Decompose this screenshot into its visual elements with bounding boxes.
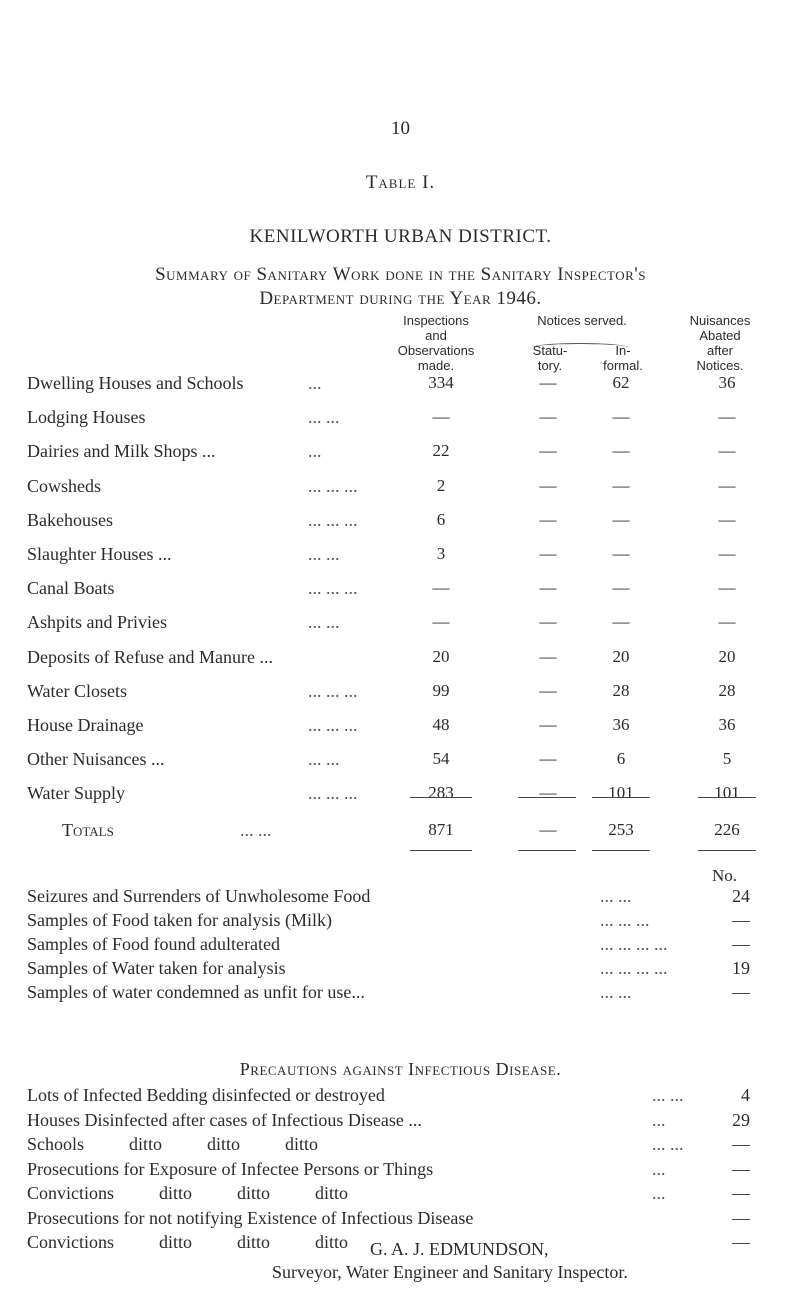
table-cell-statutory: — [539, 510, 557, 529]
table-row-dots: ... ... [308, 612, 340, 632]
table-row-dots: ... ... ... [308, 715, 358, 735]
header-informal-line: In- [615, 343, 631, 358]
header-nuisances-line: Notices. [696, 358, 744, 373]
header-nuisances-abated [670, 313, 770, 373]
table-row-label: Other Nuisances ... [27, 749, 165, 769]
table-row-dots: ... ... ... [308, 476, 358, 496]
table-row-label: Cowsheds [27, 476, 102, 496]
table-cell-inspections: 334 [428, 373, 454, 392]
precaution-label: Convictions ditto ditto ditto [27, 1232, 349, 1252]
totals-rule-top [698, 797, 756, 798]
table-cell-inspections: 20 [432, 647, 450, 666]
precaution-dots: ... [652, 1158, 666, 1179]
table-cell-statutory: — [539, 647, 557, 666]
seizure-label: Seizures and Surrenders of Unwholesome Food [27, 886, 371, 906]
table-cell-informal: 62 [612, 373, 630, 392]
table-cell-inspections: 3 [436, 544, 446, 563]
header-nuisances-line: Nuisances [689, 313, 751, 328]
summary-heading-line-2: Department during the Year 1946. [259, 288, 542, 309]
table-row-label: Ashpits and Privies [27, 612, 168, 632]
table-cell-abated: — [718, 407, 736, 426]
district-heading: KENILWORTH URBAN DISTRICT. [249, 226, 552, 247]
table-cell-statutory: — [539, 373, 557, 392]
table-cell-abated: — [718, 476, 736, 495]
table-cell-inspections: 6 [436, 510, 446, 529]
totals-label: Totals [62, 820, 114, 840]
precaution-label: Schools ditto ditto ditto [27, 1134, 319, 1154]
no-header: No. [712, 866, 738, 885]
totals-rule-bottom [698, 850, 756, 851]
precautions-title: Precautions against Infectious Disease. [239, 1059, 562, 1079]
precaution-dots: ... ... [652, 1134, 684, 1154]
table-cell-statutory: — [539, 544, 557, 563]
table-cell-informal: — [612, 510, 630, 529]
table-cell-informal: 6 [616, 749, 626, 768]
table-cell-statutory: — [539, 715, 557, 734]
table-cell-inspections: — [432, 612, 450, 631]
precaution-value: — [732, 1183, 750, 1203]
table-cell-abated: 36 [718, 715, 736, 734]
table-row-dots: ... ... [308, 544, 340, 564]
table-row-dots: ... ... ... [308, 510, 358, 530]
precaution-label: Lots of Infected Bedding disinfected or destroyed [27, 1085, 385, 1105]
seizure-dots: ... ... ... [600, 910, 650, 930]
precaution-dots: ... [652, 1109, 666, 1130]
seizure-label: Samples of water condemned as unfit for use... [27, 982, 365, 1002]
table-cell-inspections: 283 [428, 783, 454, 802]
totals-rule-bottom [592, 850, 650, 851]
seizure-label: Samples of Water taken for analysis [27, 958, 286, 978]
precaution-label: Convictions ditto ditto ditto [27, 1183, 349, 1203]
table-cell-inspections: 99 [432, 681, 450, 700]
table-row-label: Canal Boats [27, 578, 115, 598]
precaution-dots: ... [652, 1183, 666, 1203]
table-cell-inspections: 2 [436, 476, 446, 495]
table-row-dots: ... ... [308, 749, 340, 769]
totals-statutory: — [539, 820, 557, 839]
table-row-label: Deposits of Refuse and Manure ... [27, 647, 273, 667]
table-row-label: Lodging Houses [27, 407, 146, 427]
seizure-value: — [732, 982, 750, 1002]
seizure-value: 24 [732, 886, 750, 906]
table-row-dots: ... ... ... [308, 783, 358, 803]
table-cell-informal: 20 [612, 647, 630, 666]
seizure-label: Samples of Food taken for analysis (Milk) [27, 910, 332, 930]
header-inspections-line: Inspections [403, 313, 469, 328]
precaution-value: 29 [732, 1109, 750, 1130]
precaution-label: Prosecutions for Exposure of Infectee Persons or Things [27, 1158, 434, 1179]
table-cell-statutory: — [539, 612, 557, 631]
table-cell-abated: 28 [718, 681, 736, 700]
seizure-value: — [732, 910, 750, 930]
table-cell-inspections: — [432, 407, 450, 426]
table-cell-statutory: — [539, 441, 557, 460]
totals-rule-top [518, 797, 576, 798]
header-informal-line: formal. [603, 358, 643, 373]
header-statutory-line: Statu- [532, 343, 568, 358]
header-statutory-line: tory. [537, 358, 563, 373]
precaution-label: Houses Disinfected after cases of Infectious Disease ... [27, 1109, 422, 1130]
table-cell-statutory: — [539, 476, 557, 495]
totals-dots: ... ... [240, 820, 272, 840]
totals-rule-top [592, 797, 650, 798]
table-cell-informal: 36 [612, 715, 630, 734]
table-row-label: Dwelling Houses and Schools [27, 373, 244, 393]
table-row-label: Bakehouses [27, 510, 113, 530]
table-cell-statutory: — [539, 407, 557, 426]
table-cell-informal: — [612, 578, 630, 597]
precaution-value: — [732, 1134, 750, 1154]
table-row-dots: ... [308, 373, 322, 393]
table-cell-inspections: — [432, 578, 450, 597]
table-row-dots: ... ... ... [308, 681, 358, 701]
table-cell-abated: 5 [722, 749, 732, 768]
table-cell-abated: 36 [718, 373, 736, 392]
header-statutory [520, 343, 580, 373]
table-row-dots: ... ... ... [308, 578, 358, 598]
table-cell-abated: — [718, 510, 736, 529]
header-inspections-line: Observations [397, 343, 475, 358]
precaution-value: — [732, 1232, 750, 1252]
seizure-label: Samples of Food found adulterated [27, 934, 280, 954]
header-inspections [376, 313, 496, 373]
header-informal [588, 343, 658, 373]
precaution-value: — [732, 1158, 750, 1179]
precaution-value: 4 [741, 1085, 750, 1105]
table-cell-statutory: — [539, 681, 557, 700]
seizure-dots: ... ... [600, 886, 632, 906]
totals-rule-bottom [518, 850, 576, 851]
totals-rule-bottom [410, 850, 472, 851]
table-row-label: Dairies and Milk Shops ... [27, 441, 216, 461]
seizure-value: — [732, 934, 750, 954]
table-cell-statutory: — [539, 749, 557, 768]
seizure-dots: ... ... ... ... [600, 958, 668, 978]
table-row-label: Slaughter Houses ... [27, 544, 172, 564]
header-nuisances-line: after [706, 343, 733, 358]
header-inspections-line: and [425, 328, 447, 343]
table-row-dots: ... [308, 441, 322, 461]
signature-title: Surveyor, Water Engineer and Sanitary Inspector. [272, 1262, 628, 1282]
table-row-dots: ... ... [308, 407, 340, 427]
table-cell-informal: — [612, 441, 630, 460]
table-cell-abated: — [718, 578, 736, 597]
header-notices-served: Notices served. [537, 313, 627, 328]
table-cell-statutory: — [539, 783, 557, 802]
table-cell-informal: 28 [612, 681, 630, 700]
table-row-label: Water Closets [27, 681, 128, 701]
seizure-dots: ... ... [600, 982, 632, 1002]
table-title: Table I. [365, 172, 436, 193]
precaution-value: — [732, 1207, 750, 1228]
table-cell-informal: — [612, 544, 630, 563]
table-cell-abated: 101 [714, 783, 740, 802]
table-cell-abated: — [718, 612, 736, 631]
table-cell-informal: — [612, 612, 630, 631]
totals-informal: 253 [608, 820, 634, 839]
header-nuisances-line: Abated [699, 328, 741, 343]
table-cell-inspections: 48 [432, 715, 450, 734]
seizure-value: 19 [732, 958, 750, 978]
table-cell-abated: 20 [718, 647, 736, 666]
table-cell-informal: 101 [608, 783, 634, 802]
totals-abated: 226 [714, 820, 740, 839]
header-inspections-line: made. [417, 358, 455, 373]
signature-name: G. A. J. EDMUNDSON, [370, 1239, 549, 1259]
table-cell-abated: — [718, 441, 736, 460]
table-cell-informal: — [612, 476, 630, 495]
precaution-label: Prosecutions for not notifying Existence of Infectious Disease [27, 1207, 474, 1228]
table-row-label: Water Supply [27, 783, 126, 803]
totals-rule-top [410, 797, 472, 798]
table-cell-informal: — [612, 407, 630, 426]
seizure-dots: ... ... ... ... [600, 934, 668, 954]
table-cell-inspections: 22 [432, 441, 450, 460]
table-row-label: House Drainage [27, 715, 144, 735]
totals-inspections: 871 [428, 820, 454, 839]
summary-heading-line-1: Summary of Sanitary Work done in the Sanitary Inspector's [155, 264, 646, 285]
table-cell-inspections: 54 [432, 749, 450, 768]
page-number: 10 [391, 118, 410, 139]
table-cell-abated: — [718, 544, 736, 563]
precaution-dots: ... ... [652, 1085, 684, 1105]
table-cell-statutory: — [539, 578, 557, 597]
